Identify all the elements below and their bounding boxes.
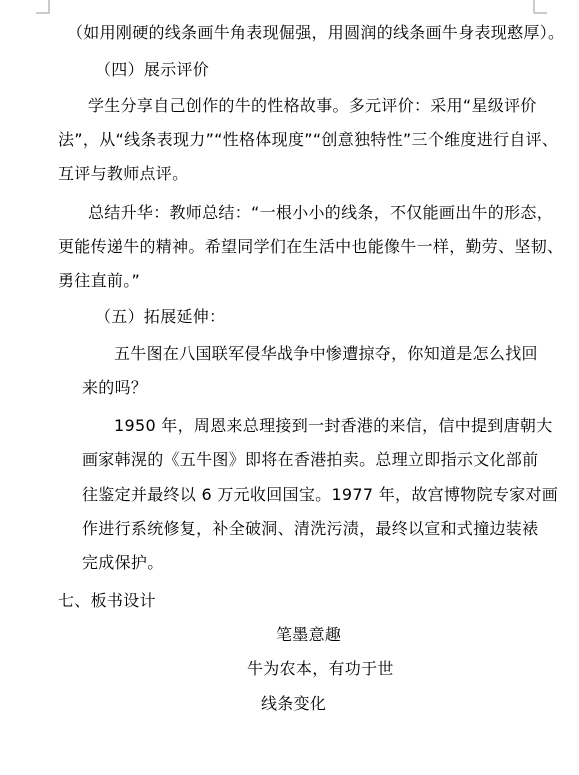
section-5-para-2-line-5: 完成保护。 (82, 553, 164, 572)
section-4-para-2-line-3: 勇往直前。” (58, 271, 141, 290)
section-4-para-2-line-2: 更能传递牛的精神。希望同学们在生活中也能像牛一样，勤劳、坚韧、 (58, 237, 564, 256)
section-7-heading: 七、板书设计 (58, 591, 156, 610)
section-5-para-2-line-4: 作进行系统修复，补全破洞、清洗污渍，最终以宣和式撞边装裱 (82, 519, 539, 538)
section-5-para-2-line-2: 画家韩滉的《五牛图》即将在香港拍卖。总理立即指示文化部前 (82, 450, 539, 469)
board-design-line-2: 牛为农本，有功于世 (247, 659, 394, 678)
section-4-para-1-line-1: 学生分享自己创作的牛的性格故事。多元评价：采用“星级评价 (88, 96, 537, 115)
board-design-line-1: 笔墨意趣 (276, 625, 342, 644)
intro-end-line: （如用刚硬的线条画牛角表现倔强，用圆润的线条画牛身表现憨厚）。 (67, 23, 565, 42)
section-5-para-1-line-2: 来的吗？ (82, 378, 148, 397)
section-5-para-2-line-3: 往鉴定并最终以 6 万元收回国宝。1977 年，故宫博物院专家对画 (82, 485, 559, 504)
board-design-line-3: 线条变化 (261, 694, 327, 713)
section-4-para-1-line-3: 互评与教师点评。 (58, 164, 189, 183)
section-5-para-1-line-1: 五牛图在八国联军侵华战争中惨遭掠夺，你知道是怎么找回 (114, 344, 538, 363)
crop-mark-top-left (36, 0, 50, 14)
section-4-para-2-line-1: 总结升华：教师总结：“一根小小的线条，不仅能画出牛的形态， (88, 203, 553, 222)
section-4-para-1-line-2: 法”，从“线条表现力”“性格体现度”“创意独特性”三个维度进行自评、 (58, 130, 559, 149)
crop-mark-top-right (533, 0, 547, 14)
section-5-heading: （五）拓展延伸： (95, 307, 226, 326)
section-5-para-2-line-1: 1950 年，周恩来总理接到一封香港的来信，信中提到唐朝大 (114, 416, 553, 435)
section-4-heading: （四）展示评价 (95, 60, 210, 79)
